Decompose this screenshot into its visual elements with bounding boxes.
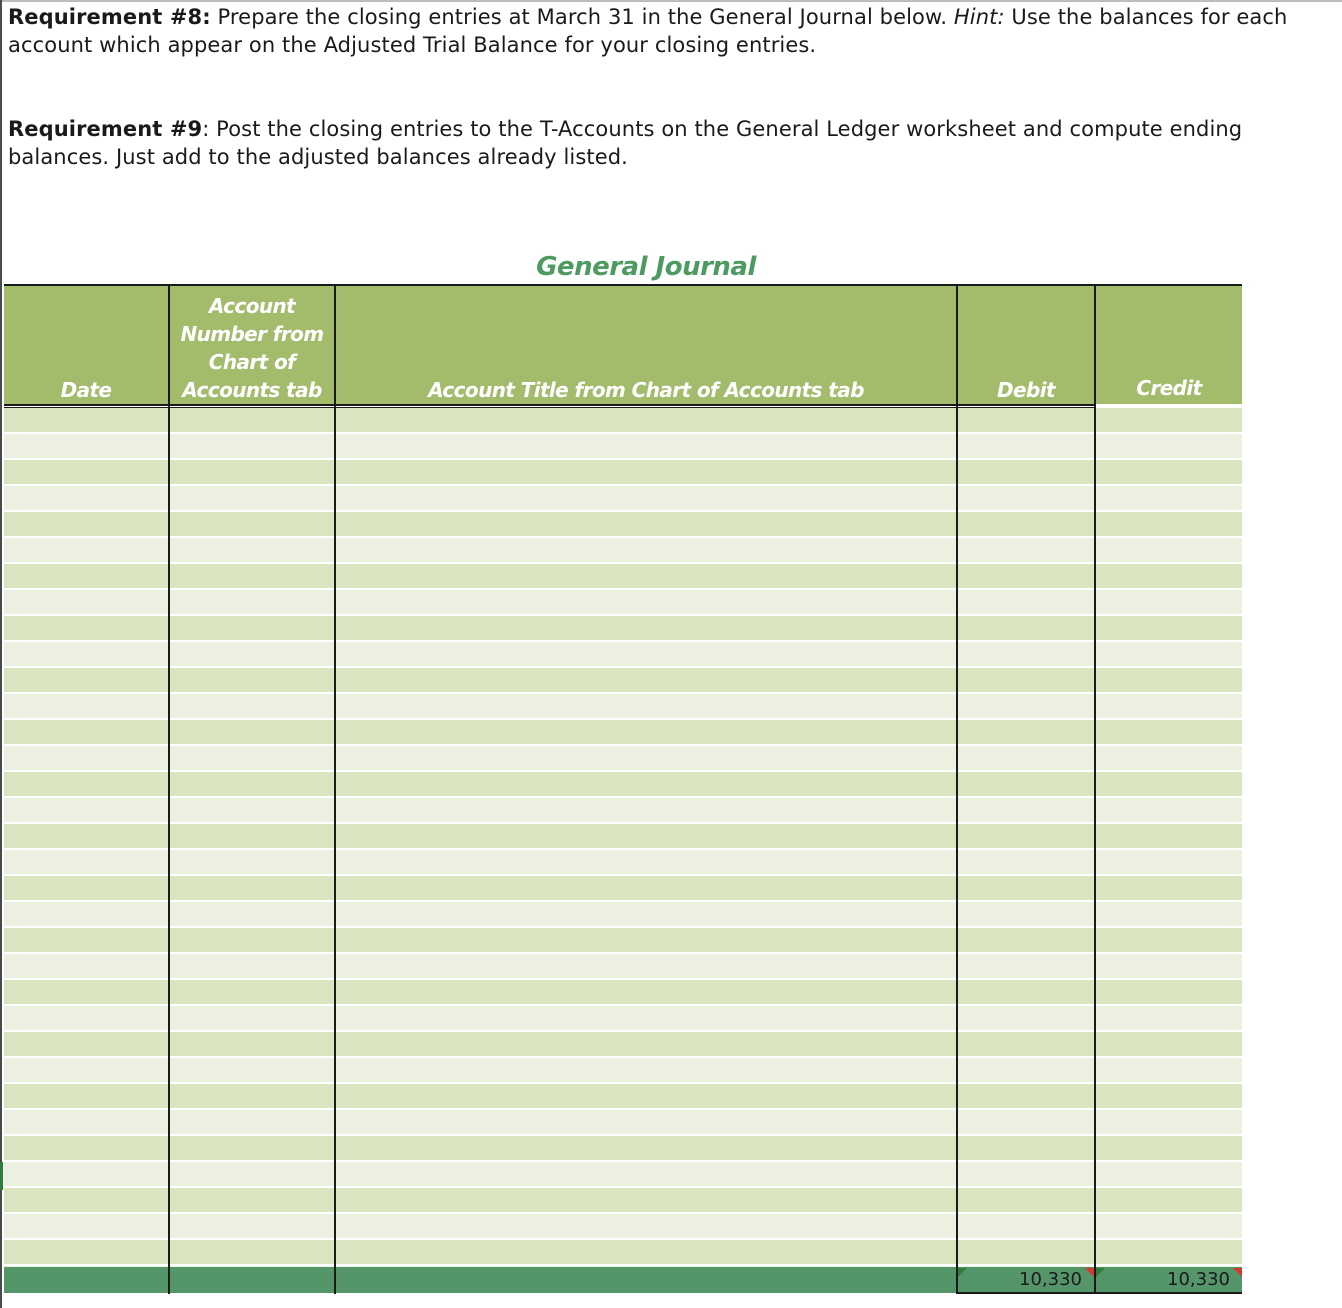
comment-indicator-red-credit[interactable] xyxy=(1233,1268,1242,1277)
requirement-8-text xyxy=(8,3,1308,59)
comment-indicator-red-debit[interactable] xyxy=(1085,1268,1094,1277)
total-credit-cell[interactable] xyxy=(1096,1267,1242,1293)
requirement-9-body: : Post the closing entries to the T-Accounts on the General Ledger worksheet and compute ending balances. Just add to the adjusted balances already listed. xyxy=(8,117,1243,169)
requirement-8-body: Prepare the closing entries at March 31 in the General Journal below. xyxy=(210,5,954,29)
sheet-left-border xyxy=(0,0,2,1308)
requirement-8-hint-body: Use the balances for each account which appear on the Adjusted Trial Balance for your closing entries. xyxy=(8,5,1288,57)
column-header-credit-label: Credit xyxy=(1136,376,1202,400)
column-header-account-title-label: Account Title from Chart of Accounts tab xyxy=(428,378,864,402)
total-credit-value: 10,330 xyxy=(1167,1269,1230,1290)
column-header-account-title[interactable] xyxy=(336,286,956,406)
column-header-date[interactable] xyxy=(4,286,168,406)
column-header-debit[interactable] xyxy=(958,286,1094,406)
column-divider-account-title xyxy=(956,286,958,1294)
column-divider-debit xyxy=(1094,286,1096,1294)
requirement-8-label: Requirement #8: xyxy=(8,5,211,29)
requirement-8-hint-label: Hint: xyxy=(953,5,1005,29)
column-divider-account-number xyxy=(334,286,336,1294)
column-header-credit[interactable] xyxy=(1096,286,1242,404)
total-debit-value: 10,330 xyxy=(1019,1269,1082,1290)
column-header-account-number-label: Account Number from Chart of Accounts tab xyxy=(180,294,324,402)
column-header-debit-label: Debit xyxy=(997,378,1055,402)
row-selection-marker xyxy=(0,1162,3,1190)
column-header-account-number[interactable] xyxy=(170,286,334,406)
comment-indicator-green-credit xyxy=(1096,1268,1105,1277)
comment-indicator-green-debit xyxy=(958,1268,967,1277)
requirement-9-label: Requirement #9 xyxy=(8,117,203,141)
journal-title: General Journal xyxy=(536,252,756,282)
column-divider-date xyxy=(168,286,170,1294)
totals-bottom-rule xyxy=(958,1292,1242,1294)
journal-entry-rows[interactable] xyxy=(4,408,1242,1267)
sheet-top-rule xyxy=(0,0,1342,2)
total-debit-cell[interactable] xyxy=(958,1267,1094,1293)
requirement-9-text xyxy=(8,115,1308,171)
column-header-date-label: Date xyxy=(60,378,112,402)
